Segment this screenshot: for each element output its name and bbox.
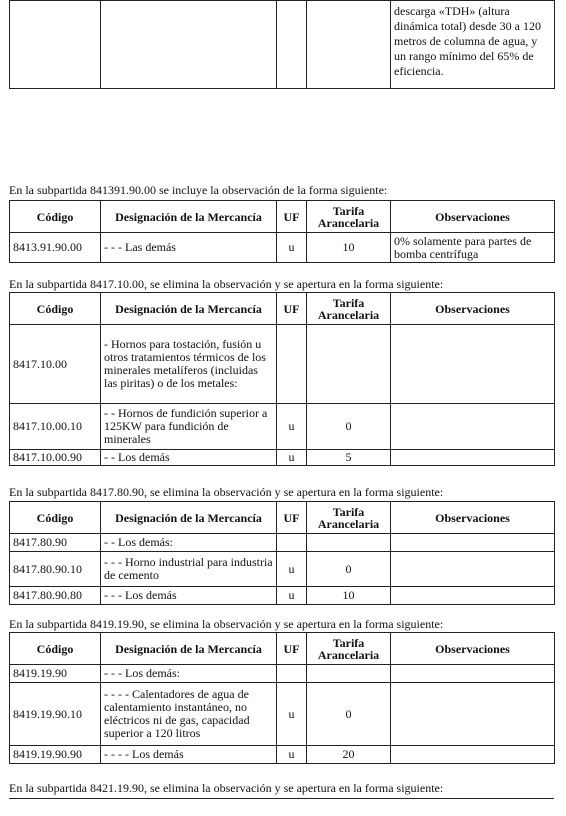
cell-tariff [307, 665, 391, 683]
section-intro: En la subpartida 841391.90.00 se incluye la observación de la forma siguiente: [9, 183, 388, 197]
cell-designation: - - - Los demás: [101, 665, 277, 683]
cell-designation: - - - Las demás [101, 233, 277, 263]
cell-uf: u [277, 587, 307, 605]
cell-designation: - - - - Los demás [101, 746, 277, 764]
cell-tariff [307, 534, 391, 552]
cell-code: 8413.91.90.00 [10, 233, 101, 263]
cell-observations [391, 683, 555, 746]
header-observations: Observaciones [391, 502, 555, 534]
header-uf: UF [277, 502, 307, 534]
cell-uf: u [277, 404, 307, 450]
cell-code: 8419.19.90.10 [10, 683, 101, 746]
table-row [10, 746, 555, 764]
header-code: Código [10, 293, 101, 325]
cell-code: 8417.10.00 [10, 325, 101, 404]
cell-observations: 0% solamente para partes de bomba centrífuga [391, 233, 555, 263]
cell-code: 8419.19.90.90 [10, 746, 101, 764]
cell-tariff: 0 [307, 683, 391, 746]
fragment-observation-cell: descarga «TDH» (altura dinámica total) desde 30 a 120 metros de columna de agua, y un rango mínimo del 65% de eficiencia. [391, 1, 555, 89]
section-intro: En la subpartida 8417.10.00, se elimina la observación y se apertura en la forma siguiente: [9, 277, 444, 291]
header-code: Código [10, 502, 101, 534]
table-row [10, 404, 555, 450]
fragment-code-cell [10, 1, 101, 89]
cell-observations [391, 534, 555, 552]
header-designation: Designación de la Mercancía [101, 502, 277, 534]
cell-tariff: 0 [307, 552, 391, 587]
table-row [10, 587, 555, 605]
header-designation: Designación de la Mercancía [101, 633, 277, 665]
tariff-table [9, 200, 555, 263]
cell-tariff: 10 [307, 233, 391, 263]
cell-designation: - - - - Calentadores de agua de calentamiento instantáneo, no eléctricos ni de gas, capacidad superior a 120 litros [101, 683, 277, 746]
previous-table-fragment [9, 0, 555, 89]
table-row [10, 233, 555, 263]
cell-designation: - - Los demás: [101, 534, 277, 552]
cell-code: 8417.80.90.80 [10, 587, 101, 605]
cell-code: 8419.19.90 [10, 665, 101, 683]
cell-code: 8417.80.90.10 [10, 552, 101, 587]
cell-tariff: 5 [307, 450, 391, 466]
header-observations: Observaciones [391, 293, 555, 325]
fragment-uf-cell [277, 1, 307, 89]
cell-tariff: 20 [307, 746, 391, 764]
header-code: Código [10, 201, 101, 233]
header-uf: UF [277, 201, 307, 233]
cell-tariff: 0 [307, 404, 391, 450]
cell-uf: u [277, 450, 307, 466]
header-tariff: Tarifa Arancelaria [307, 201, 391, 233]
cell-uf: u [277, 746, 307, 764]
cell-uf [277, 534, 307, 552]
header-observations: Observaciones [391, 633, 555, 665]
table-row [10, 534, 555, 552]
cell-uf [277, 665, 307, 683]
cell-uf: u [277, 233, 307, 263]
cell-code: 8417.80.90 [10, 534, 101, 552]
header-tariff: Tarifa Arancelaria [307, 633, 391, 665]
header-tariff: Tarifa Arancelaria [307, 502, 391, 534]
table-row [10, 450, 555, 466]
table-row [10, 683, 555, 746]
cell-observations [391, 587, 555, 605]
section-intro: En la subpartida 8421.19.90, se elimina la observación y se apertura en la forma siguiente: [9, 781, 444, 795]
cell-designation: - - - Los demás [101, 587, 277, 605]
table-row [10, 665, 555, 683]
fragment-tariff-cell [307, 1, 391, 89]
header-uf: UF [277, 633, 307, 665]
section-intro: En la subpartida 8419.19.90, se elimina la observación y se apertura en la forma siguiente: [9, 617, 444, 631]
cell-uf: u [277, 552, 307, 587]
tariff-table [9, 501, 555, 605]
cell-observations [391, 325, 555, 404]
cell-code: 8417.10.00.10 [10, 404, 101, 450]
tariff-table [9, 632, 555, 764]
header-uf: UF [277, 293, 307, 325]
cell-designation: - - - Horno industrial para industria de cemento [101, 552, 277, 587]
table-row [10, 552, 555, 587]
cell-observations [391, 746, 555, 764]
cell-observations [391, 404, 555, 450]
header-observations: Observaciones [391, 201, 555, 233]
section-intro: En la subpartida 8417.80.90, se elimina la observación y se apertura en la forma siguiente: [9, 485, 444, 499]
cell-uf: u [277, 683, 307, 746]
table-row [10, 325, 555, 404]
cell-designation: - - Los demás [101, 450, 277, 466]
header-designation: Designación de la Mercancía [101, 293, 277, 325]
cell-code: 8417.10.00.90 [10, 450, 101, 466]
cell-designation: - - Hornos de fundición superior a 125KW para fundición de minerales [101, 404, 277, 450]
fragment-designation-cell [101, 1, 277, 89]
cell-designation: - Hornos para tostación, fusión u otros tratamientos térmicos de los minerales metalíferos (incluidas las piritas) o de los metales: [101, 325, 277, 404]
cell-uf [277, 325, 307, 404]
header-tariff: Tarifa Arancelaria [307, 293, 391, 325]
cell-tariff: 10 [307, 587, 391, 605]
header-designation: Designación de la Mercancía [101, 201, 277, 233]
cell-tariff [307, 325, 391, 404]
tariff-table [9, 292, 555, 466]
cell-observations [391, 450, 555, 466]
header-code: Código [10, 633, 101, 665]
page-bottom-rule [9, 798, 554, 799]
cell-observations [391, 665, 555, 683]
cell-observations [391, 552, 555, 587]
